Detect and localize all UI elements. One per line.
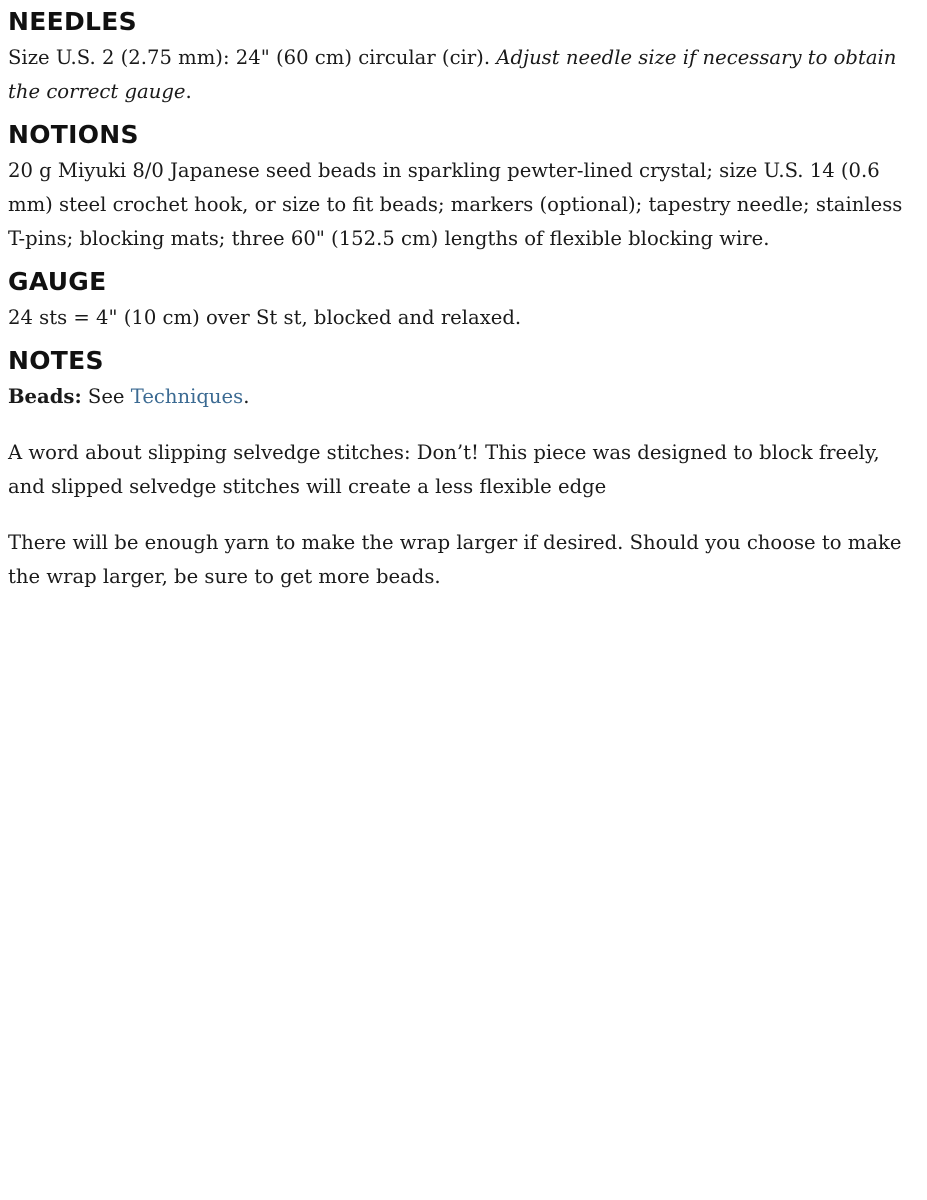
- notions-line-2: mm) steel crochet hook, or size to fit beads; markers (optional); tapestry needle; stainless: [8, 193, 903, 216]
- needles-line-2: [8, 75, 918, 109]
- selvedge-line-2: and slipped selvedge stitches will create a less flexible edge: [8, 475, 607, 498]
- notions-line-3: T-pins; blocking mats; three 60" (152.5 cm) lengths of flexible blocking wire.: [8, 227, 770, 250]
- needles-heading: NEEDLES: [8, 7, 137, 36]
- needles-adjust-note-cont: the correct gauge: [8, 80, 186, 103]
- beads-label: Beads:: [8, 385, 82, 408]
- notes-section: [8, 345, 918, 594]
- notions-heading: NOTIONS: [8, 120, 139, 149]
- gauge-heading: GAUGE: [8, 267, 107, 296]
- needles-line-1: [8, 41, 918, 75]
- techniques-link[interactable]: Techniques: [130, 385, 244, 408]
- notions-text: [8, 154, 918, 256]
- needles-adjust-note: Adjust needle size if necessary to obtain: [496, 46, 897, 69]
- notions-line-1: 20 g Miyuki 8/0 Japanese seed beads in sparkling pewter-lined crystal; size U.S. 14 (0.6: [8, 159, 880, 182]
- yarn-line-2: the wrap larger, be sure to get more beads.: [8, 565, 441, 588]
- beads-see: See: [81, 385, 131, 408]
- needles-text: [8, 41, 918, 109]
- gauge-section: [8, 266, 918, 335]
- needles-section: [8, 6, 918, 109]
- beads-note: [8, 380, 918, 414]
- yarn-note: [8, 526, 918, 594]
- yarn-line-1: There will be enough yarn to make the wrap larger if desired. Should you choose to make: [8, 531, 902, 554]
- needles-size: Size U.S. 2 (2.75 mm): 24" (60 cm) circular (cir).: [8, 46, 497, 69]
- gauge-text: 24 sts = 4" (10 cm) over St st, blocked and relaxed.: [8, 306, 522, 329]
- pattern-page: [8, 6, 918, 594]
- notions-section: [8, 119, 918, 256]
- notes-heading: NOTES: [8, 346, 104, 375]
- selvedge-note: [8, 436, 918, 504]
- needles-period: .: [185, 80, 192, 103]
- selvedge-line-1: A word about slipping selvedge stitches: Don’t! This piece was designed to block freely,: [8, 441, 880, 464]
- beads-period: .: [243, 385, 250, 408]
